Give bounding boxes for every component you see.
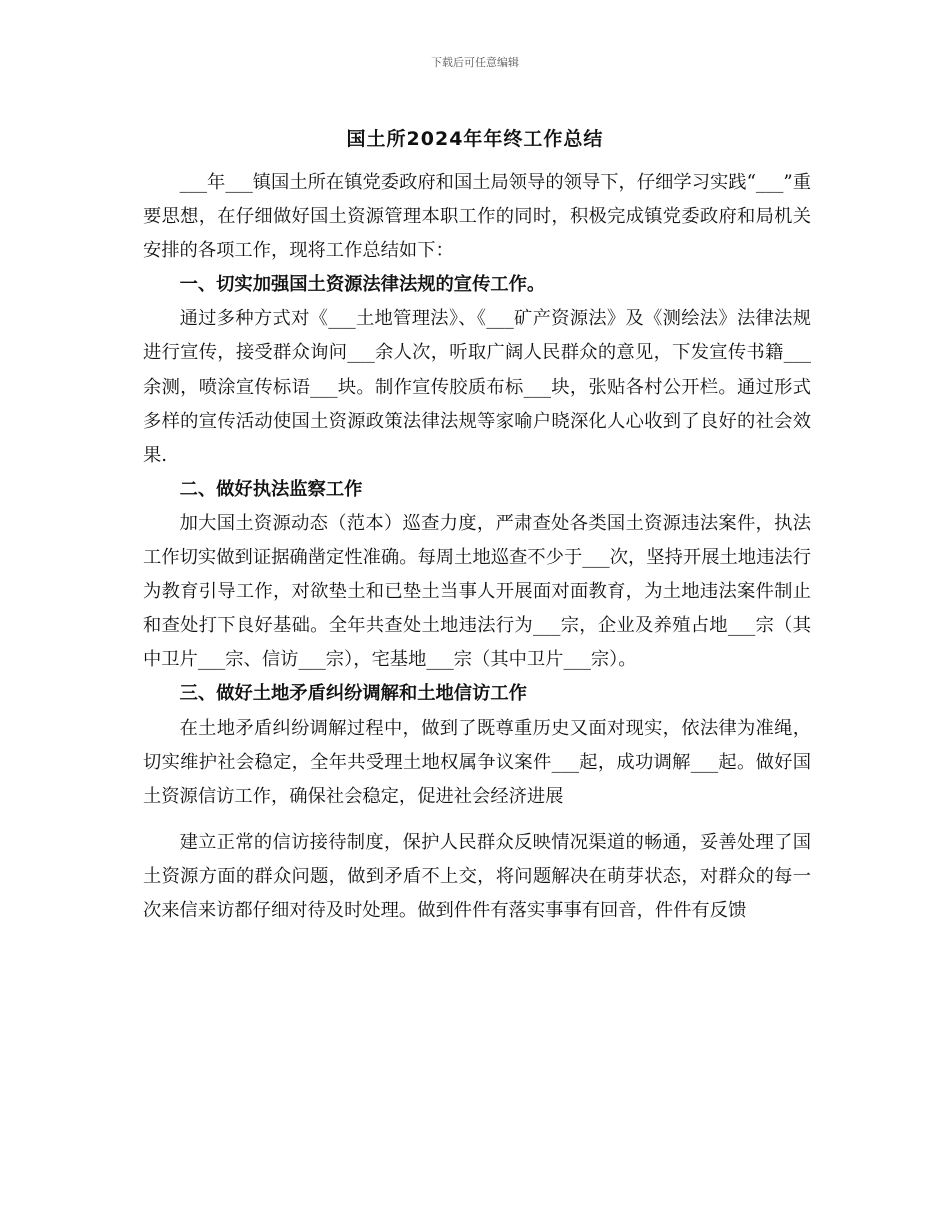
section-3-paragraph-2: 建立正常的信访接待制度，保护人民群众反映情况渠道的畅通，妥善处理了国土资源方面的群众问题，做到矛盾不上交，将问题解决在萌芽状态，对群众的每一次来信来访都仔细对待及时处理。做到件件有落实事事有回音，件件有反馈 [143,831,811,921]
section-3-paragraph-1: 在土地矛盾纠纷调解过程中，做到了既尊重历史又面对现实，依法律为准绳，切实维护社会稳定，全年共受理土地权属争议案件___起，成功调解___起。做好国土资源信访工作，确保社会稳定，促进社会经济进展 [143,717,811,807]
section-2-paragraph: 加大国土资源动态（范本）巡查力度，严肃查处各类国土资源违法案件，执法工作切实做到证据确凿定性准确。每周土地巡查不少于___次，坚持开展土地违法行为教育引导工作，对欲垫土和已垫土当事人开展面对面教育，为土地违法案件制止和查处打下良好基础。全年共查处土地违法行为___宗，企业及养殖占地___宗（其中卫片___宗、信访___宗），宅基地___宗（其中卫片___宗）。 [143,512,811,671]
section-heading-2: 二、做好执法监察工作 [179,478,363,500]
document-body [143,166,811,928]
section-heading-3: 三、做好土地矛盾纠纷调解和土地信访工作 [179,683,527,705]
intro-paragraph: ___年___镇国土所在镇党委政府和国土局领导的领导下，仔细学习实践“___”重要思想，在仔细做好国土资源管理本职工作的同时，积极完成镇党委政府和局机关安排的各项工作，现将工作总结如下： [143,172,811,262]
paragraph-gap [143,814,811,826]
header-note: 下载后可任意编辑 [431,56,519,69]
document-title: 国土所2024年年终工作总结 [346,128,604,150]
section-heading-1: 一、切实加强国土资源法律法规的宣传工作。 [179,274,546,296]
section-1-paragraph: 通过多种方式对《___土地管理法》、《___矿产资源法》及《测绘法》法律法规进行宣传，接受群众询问___余人次，听取广阔人民群众的意见，下发宣传书籍___余测，喷涂宣传标语___块。制作宣传胶质布标___块，张贴各村公开栏。通过形式多样的宣传活动使国土资源政策法律法规等家喻户晓深化人心收到了良好的社会效果. [143,308,811,466]
